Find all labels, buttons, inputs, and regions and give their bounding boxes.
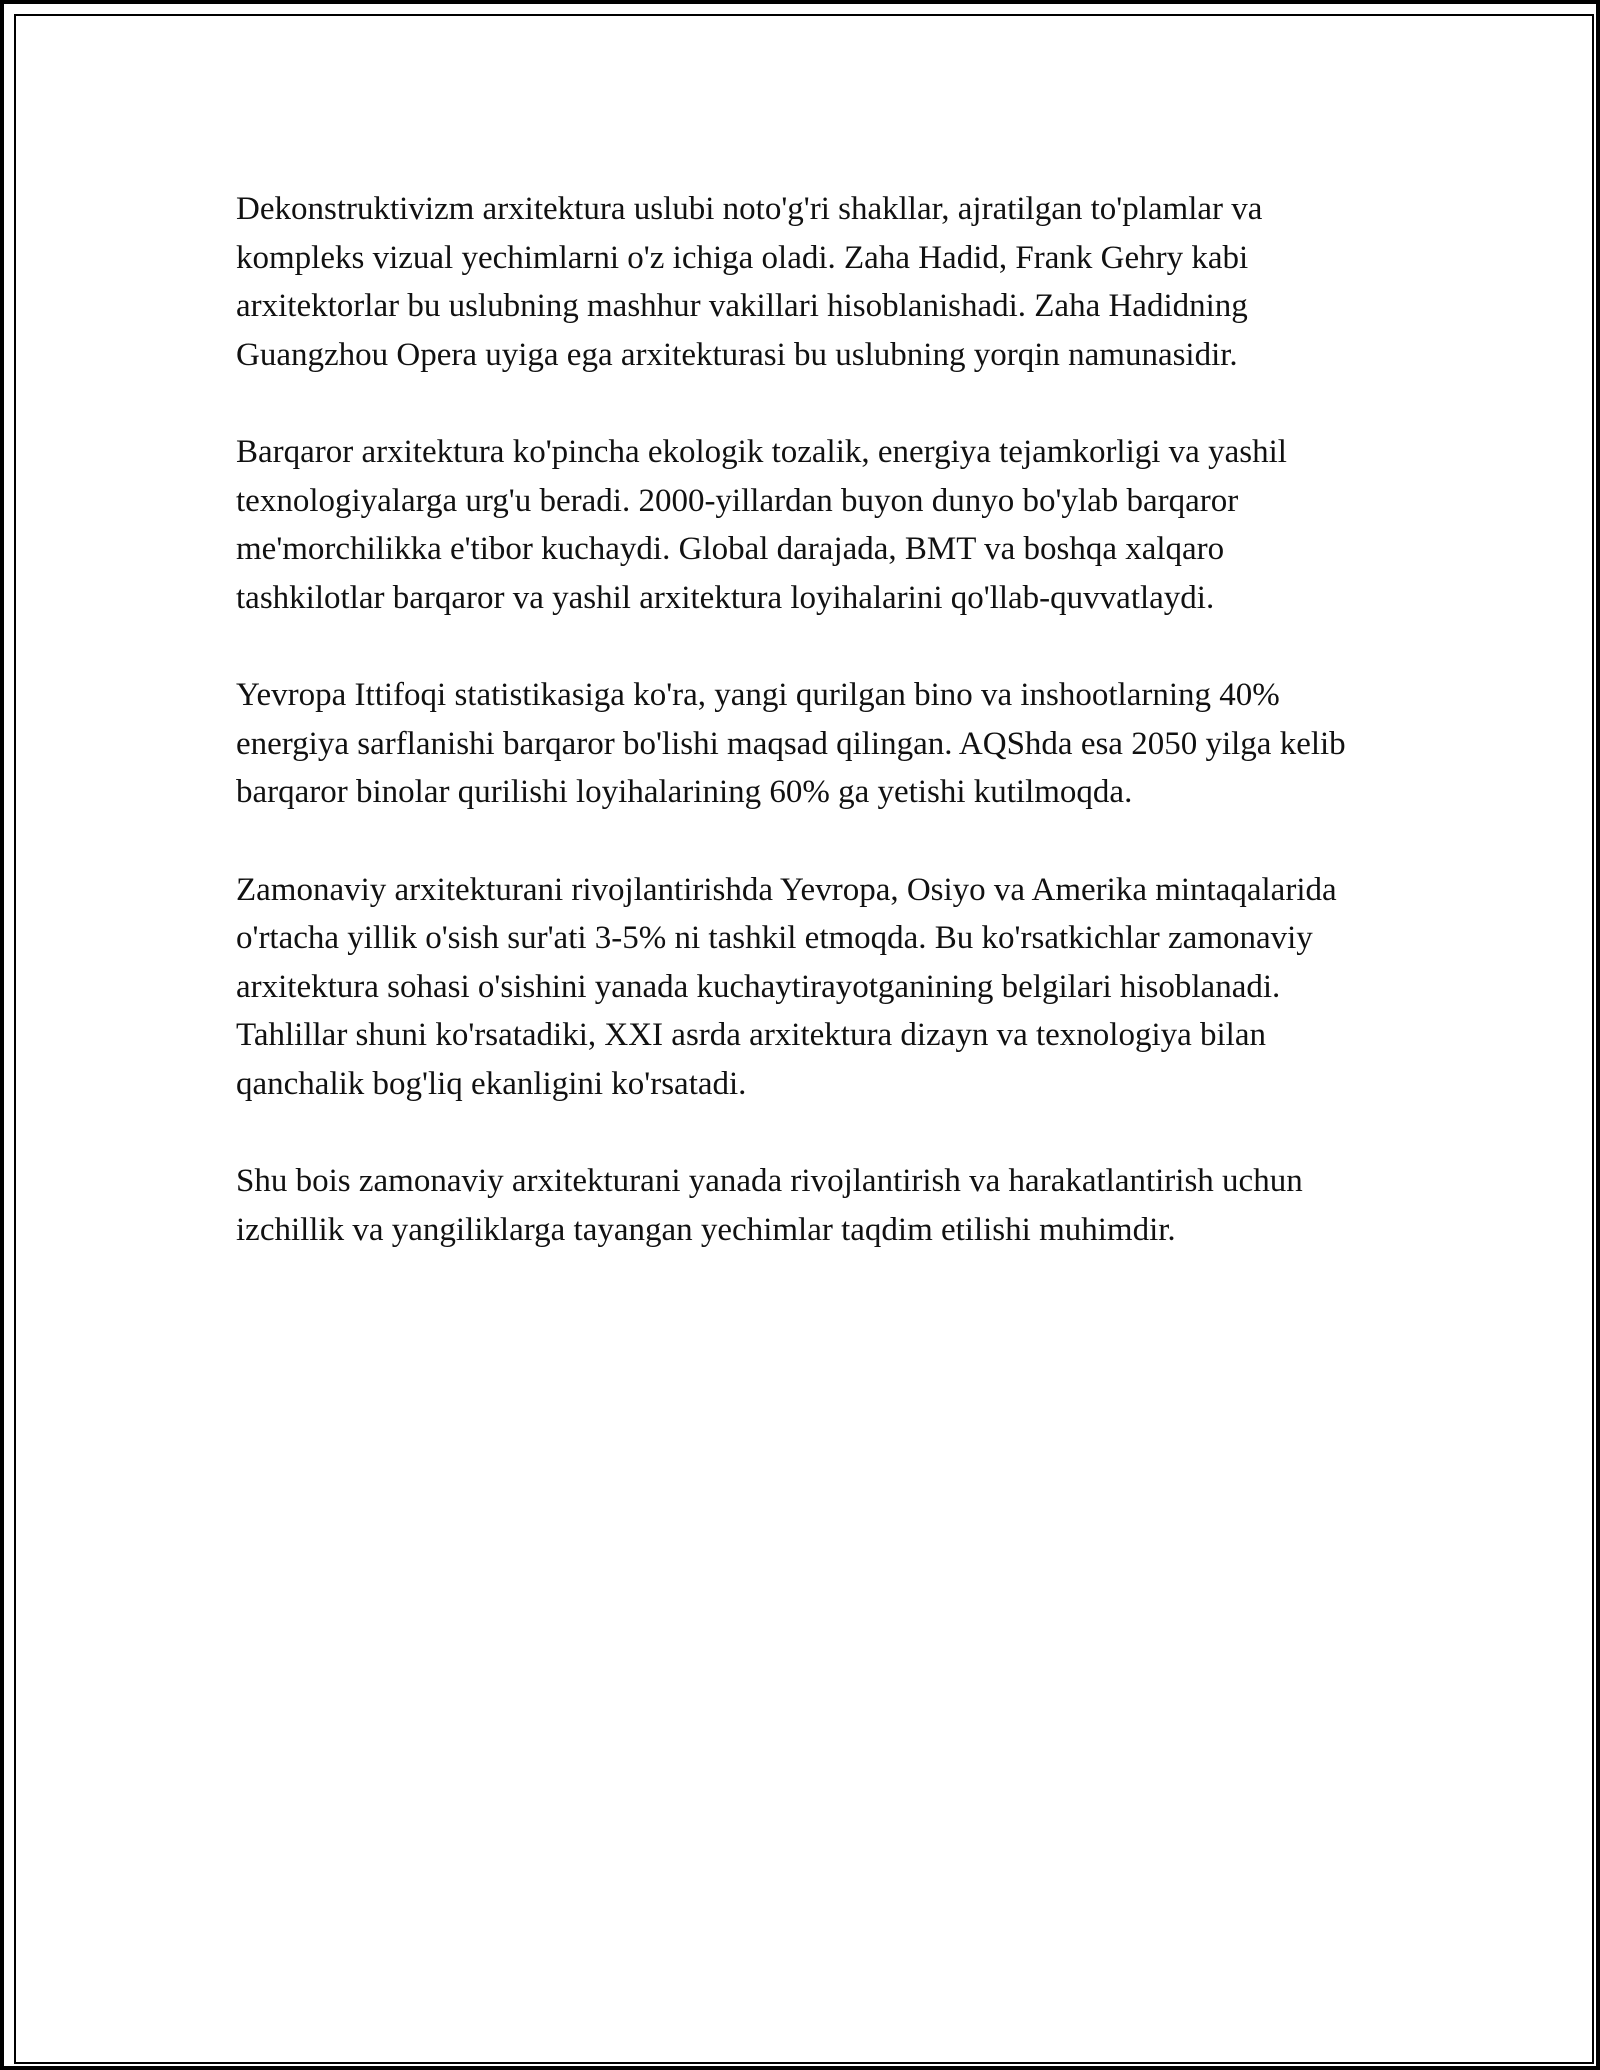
paragraph-sustainable-architecture: Barqaror arxitektura ko'pincha ekologik tozalik, energiya tejamkorligi va yashil texnologiyalarga urg'u beradi. 2000-yillardan buyon dunyo bo'ylab barqaror me'morchilikka e'tibor kuchaydi. Global darajada, BMT va boshqa xalqaro tashkilotlar barqaror va yashil arxitektura loyihalarini qo'llab-quvvatlaydi. <box>236 434 1287 616</box>
paragraph-conclusion: Shu bois zamonaviy arxitekturani yanada rivojlantirish va harakatlantirish uchun izchillik va yangiliklarga tayangan yechimlar taqdim etilishi muhimdir. <box>236 1163 1303 1248</box>
paragraph-deconstructivism: Dekonstruktivizm arxitektura uslubi noto'g'ri shakllar, ajratilgan to'plamlar va kompleks vizual yechimlarni o'z ichiga oladi. Zaha Hadid, Frank Gehry kabi arxitektorlar bu uslubning mashhur vakillari hisoblanishadi. Zaha Hadidning Guangzhou Opera uyiga ega arxitekturasi bu uslubning yorqin namunasidir. <box>236 191 1263 373</box>
paragraph-eu-statistics: Yevropa Ittifoqi statistikasiga ko'ra, yangi qurilgan bino va inshootlarning 40% energiya sarflanishi barqaror bo'lishi maqsad qilingan. AQShda esa 2050 yilga kelib barqaror binolar qurilishi loyihalarining 60% ga yetishi kutilmoqda. <box>236 677 1346 810</box>
document-body <box>236 185 1376 1303</box>
paragraph-growth-rate: Zamonaviy arxitekturani rivojlantirishda Yevropa, Osiyo va Amerika mintaqalarida o'rtacha yillik o'sish sur'ati 3-5% ni tashkil etmoqda. Bu ko'rsatkichlar zamonaviy arxitektura sohasi o'sishini yanada kuchaytirayotganining belgilari hisoblanadi. Tahlillar shuni ko'rsatadiki, XXI asrda arxitektura dizayn va texnologiya bilan qanchalik bog'liq ekanligini ko'rsatadi. <box>236 871 1337 1102</box>
